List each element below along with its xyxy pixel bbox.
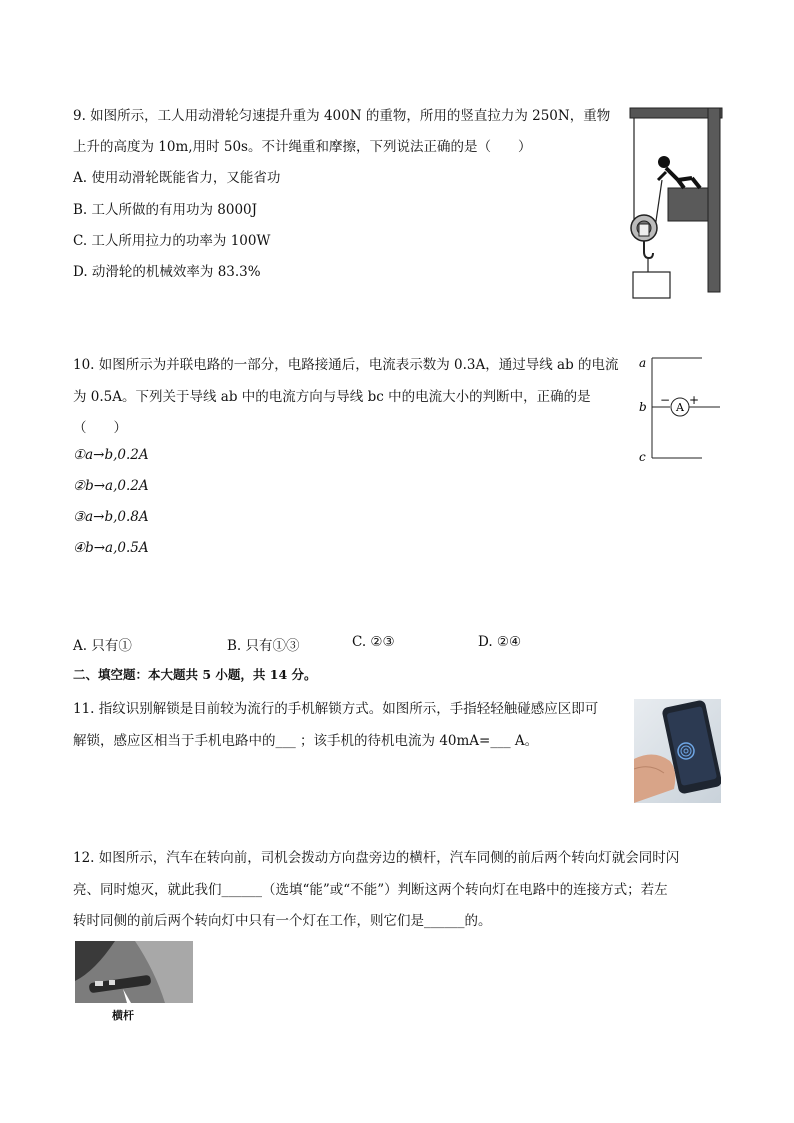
q9-option-c: C. 工人所用拉力的功率为 100W	[73, 233, 271, 249]
lever-label: 横杆	[112, 1009, 134, 1022]
q9-option-d: D. 动滑轮的机械效率为 83.3%	[73, 264, 261, 280]
q10-stem-line1: 10. 如图所示为并联电路的一部分，电路接通后，电流表示数为 0.3A，通过导线 ab 的电流	[73, 357, 619, 373]
turn-signal-lever-photo	[75, 941, 193, 1003]
q9-option-b: B. 工人所做的有用功为 8000J	[73, 202, 258, 218]
node-c-label: c	[639, 450, 646, 464]
q10-item-3: ③a→b,0.8A	[73, 509, 149, 525]
q9-stem-line1: 9. 如图所示，工人用动滑轮匀速提升重为 400N 的重物，所用的竖直拉力为 250N，重物	[73, 108, 611, 124]
q11-stem-line2: 解锁，感应区相当于手机电路中的___ ；该手机的待机电流为 40mA=___ A。	[73, 733, 539, 749]
q10-choice-d: D. ②④	[478, 634, 522, 650]
node-a-label: a	[639, 356, 647, 370]
q11-stem-line1: 11. 指纹识别解锁是目前较为流行的手机解锁方式。如图所示，手指轻轻触碰感应区即可	[73, 701, 599, 717]
ammeter-label: A	[676, 401, 684, 414]
parallel-circuit-diagram	[632, 350, 724, 465]
q12-stem-line3: 转时同侧的前后两个转向灯中只有一个灯在工作，则它们是______的。	[73, 913, 492, 929]
q10-item-4: ④b→a,0.5A	[73, 540, 149, 556]
q10-item-1: ①a→b,0.2A	[73, 447, 149, 463]
ammeter-plus: +	[689, 393, 700, 407]
q10-choice-b: B. 只有①③	[227, 638, 300, 654]
q10-item-2: ②b→a,0.2A	[73, 478, 149, 494]
q10-stem-line2: 为 0.5A。下列关于导线 ab 中的电流方向与导线 bc 中的电流大小的判断中，正确的是	[73, 389, 591, 405]
q10-choice-c: C. ②③	[352, 634, 395, 650]
q9-stem-line2: 上升的高度为 10m,用时 50s。不计绳重和摩擦，下列说法正确的是（ ）	[73, 139, 532, 155]
q10-choice-a: A. 只有①	[73, 638, 132, 654]
q10-stem-line3: （ ）	[73, 420, 127, 436]
phone-fingerprint-photo	[634, 699, 721, 803]
q12-stem-line1: 12. 如图所示，汽车在转向前，司机会拨动方向盘旁边的横杆，汽车同侧的前后两个转向灯就会同时闪	[73, 850, 680, 866]
ammeter-minus: −	[660, 393, 671, 407]
section-2-heading: 二、填空题：本大题共 5 小题，共 14 分。	[73, 667, 317, 682]
q12-stem-line2: 亮、同时熄灭，就此我们______（选填“能”或“不能”）判断这两个转向灯在电路中的连接方式；若左	[73, 882, 668, 898]
q9-option-a: A. 使用动滑轮既能省力，又能省功	[73, 170, 281, 186]
pulley-worker-figure	[622, 100, 726, 305]
node-b-label: b	[639, 400, 647, 414]
